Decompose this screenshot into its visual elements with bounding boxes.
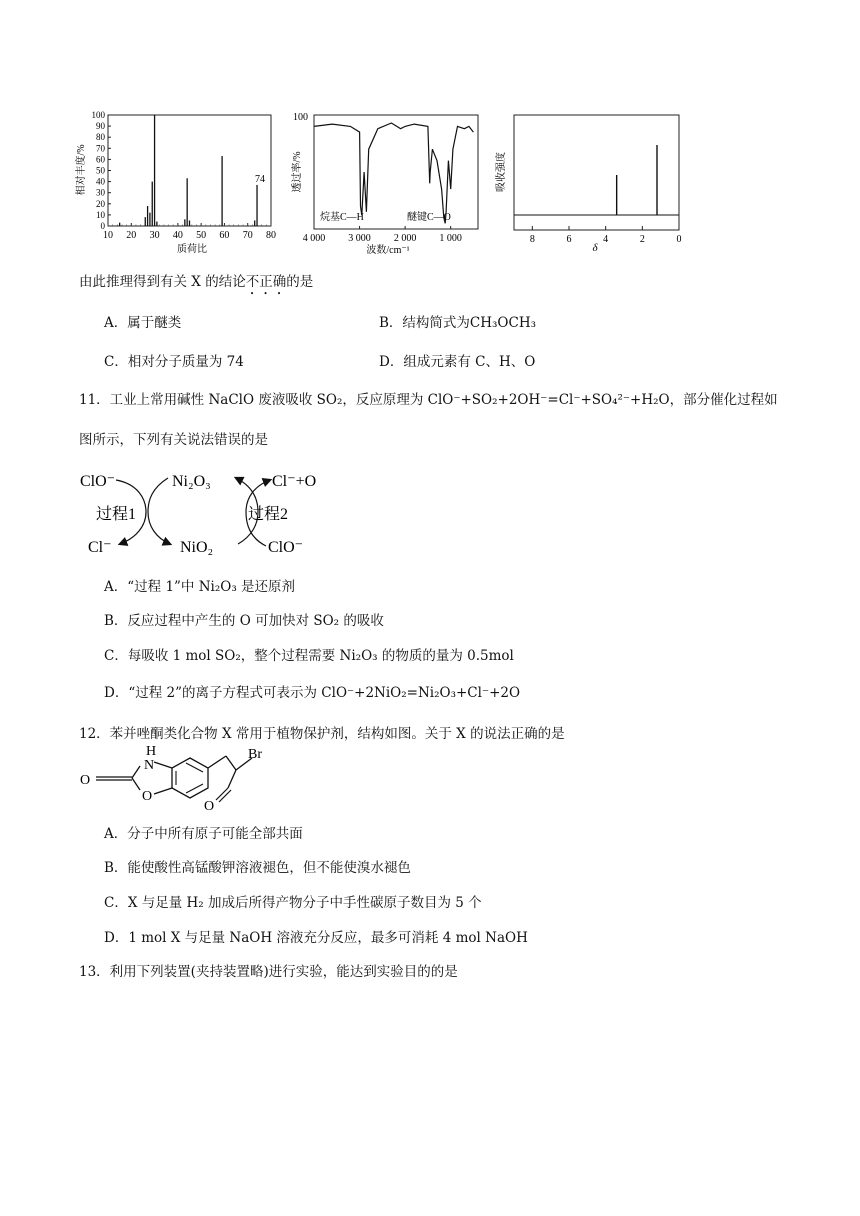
scheme-process1: 过程1 bbox=[96, 506, 137, 523]
scheme-left-top: ClO⁻ bbox=[80, 473, 116, 490]
ir-ylabel: 透过率/% bbox=[292, 151, 303, 193]
ms-ytick-label: 70 bbox=[96, 143, 105, 154]
q11-option-c: C．每吸收 1 mol SO₂，整个过程需要 Ni₂O₃ 的物质的量为 0.5mol bbox=[104, 648, 514, 664]
ir-xtick-label: 1 000 bbox=[439, 233, 462, 244]
atom-o-carbonyl: O bbox=[80, 773, 91, 788]
q12-structure bbox=[76, 742, 276, 814]
ir-xtick-label: 4 000 bbox=[302, 233, 326, 244]
ir-spectrum-chart bbox=[290, 106, 485, 258]
ms-ylabel: 相对丰度/% bbox=[76, 144, 87, 196]
atom-o-aldehyde: O bbox=[204, 799, 215, 814]
ms-xtick-label: 20 bbox=[126, 230, 137, 241]
q10-option-a: A．属于醚类 bbox=[104, 315, 182, 331]
scheme-process2: 过程2 bbox=[248, 506, 289, 523]
ms-xtick-label: 60 bbox=[219, 230, 230, 241]
atom-n: N bbox=[144, 758, 155, 773]
q12-structure-svg bbox=[76, 742, 276, 814]
benzene-ring bbox=[172, 758, 208, 798]
atom-h: H bbox=[146, 744, 157, 759]
ms-ytick-label: 10 bbox=[96, 209, 105, 220]
ms-ytick-label: 30 bbox=[96, 187, 105, 198]
q10-stem-post: 的是 bbox=[286, 274, 314, 290]
q10-stem-emph: 不正确 bbox=[245, 274, 287, 290]
ms-peak-label: 74 bbox=[255, 174, 265, 185]
ms-xtick-label: 80 bbox=[266, 230, 276, 241]
q12-option-c: C．X 与足量 H₂ 加成后所得产物分子中手性碳原子数目为 5 个 bbox=[104, 895, 482, 911]
q10-option-d: D．组成元素有 C、H、O bbox=[379, 354, 536, 370]
q10-option-b-formula: CH₃OCH₃ bbox=[469, 315, 537, 331]
q11-stem-line2: 图所示，下列有关说法错误的是 bbox=[79, 432, 268, 448]
q11-catalysis-scheme bbox=[76, 464, 336, 560]
nmr-ylabel: 吸收强度 bbox=[496, 152, 507, 192]
q11-option-d: D．“过程 2”的离子方程式可表示为 ClO⁻+2NiO₂=Ni₂O₃+Cl⁻+2O bbox=[104, 685, 521, 701]
nmr-xtick-label: 0 bbox=[676, 234, 682, 245]
ms-frame bbox=[108, 115, 271, 226]
ms-ytick-label: 0 bbox=[100, 221, 105, 231]
ms-ytick-label: 90 bbox=[96, 121, 105, 132]
q10-option-b-label: B．结构简式为 bbox=[379, 315, 470, 331]
ms-ytick-label: 100 bbox=[91, 110, 105, 120]
q11-option-a: A．“过程 1”中 Ni₂O₃ 是还原剂 bbox=[104, 579, 296, 595]
ms-ytick-label: 40 bbox=[96, 176, 105, 187]
ms-xtick-label: 70 bbox=[242, 230, 253, 241]
ir-spectrum-svg bbox=[290, 106, 485, 258]
ms-xlabel: 质荷比 bbox=[177, 244, 207, 255]
scheme-center-bottom: NiO₂ bbox=[180, 539, 214, 556]
scheme-arc-left-inner bbox=[148, 478, 170, 544]
q10-stem bbox=[79, 270, 313, 298]
q12-option-b: B．能使酸性高锰酸钾溶液褪色，但不能使溴水褪色 bbox=[104, 860, 411, 876]
q12-option-d: D．1 mol X 与足量 NaOH 溶液充分反应，最多可消耗 4 mol NaOH bbox=[104, 930, 528, 946]
ir-xtick-label: 2 000 bbox=[393, 233, 417, 244]
scheme-center-top: Ni₂O₃ bbox=[172, 473, 211, 490]
ms-ytick-label: 50 bbox=[96, 165, 105, 176]
ir-trace bbox=[314, 123, 473, 223]
ir-xlabel: 波数/cm⁻¹ bbox=[366, 245, 410, 256]
nmr-xtick-label: 8 bbox=[529, 234, 535, 245]
q12-option-a: A．分子中所有原子可能全部共面 bbox=[104, 826, 303, 842]
ms-xtick-label: 40 bbox=[172, 230, 183, 241]
nmr-spectrum-chart bbox=[494, 106, 694, 258]
q11-stem-line1: 11．工业上常用碱性 NaClO 废液吸收 SO₂，反应原理为 ClO⁻+SO₂+2OH⁻=Cl⁻+SO₄²⁻+H₂O，部分催化过程如 bbox=[79, 392, 778, 408]
q11-option-b: B．反应过程中产生的 O 可加快对 SO₂ 的吸收 bbox=[104, 613, 384, 629]
q12-stem: 12．苯并唑酮类化合物 X 常用于植物保护剂，结构如图。关于 X 的说法正确的是 bbox=[79, 726, 565, 742]
scheme-left-bottom: Cl⁻ bbox=[88, 539, 112, 556]
mass-spectrum-svg bbox=[74, 106, 274, 258]
nmr-xtick-label: 6 bbox=[566, 234, 572, 245]
q10-stem-pre: 由此推理得到有关 X 的结论 bbox=[79, 274, 246, 290]
ms-ytick-label: 80 bbox=[96, 132, 105, 143]
q13-stem: 13．利用下列装置(夹持装置略)进行实验，能达到实验目的的是 bbox=[79, 964, 458, 980]
nmr-frame bbox=[514, 115, 679, 230]
q10-option-c: C．相对分子质量为 74 bbox=[104, 354, 244, 370]
ir-xtick-label: 3 000 bbox=[348, 233, 371, 244]
nmr-spectrum-svg bbox=[494, 106, 694, 258]
q10-option-b bbox=[379, 311, 536, 331]
ms-ytick-label: 60 bbox=[96, 154, 105, 165]
scheme-right-bottom: ClO⁻ bbox=[268, 539, 304, 556]
ir-annot-ch: 烷基C—H bbox=[320, 212, 364, 223]
nmr-xtick-label: 4 bbox=[603, 234, 609, 245]
scheme-right-top: Cl⁻+O bbox=[272, 473, 317, 490]
nmr-xtick-label: 2 bbox=[639, 234, 645, 245]
ms-xtick-label: 10 bbox=[103, 230, 113, 241]
ms-ytick-label: 20 bbox=[96, 198, 105, 209]
mass-spectrum-chart bbox=[74, 106, 274, 258]
ir-y-top: 100 bbox=[293, 112, 308, 123]
q11-scheme-svg bbox=[76, 464, 336, 560]
ir-annot-co: 醚键C—O bbox=[407, 212, 451, 223]
atom-br: Br bbox=[248, 747, 262, 762]
atom-o-ring: O bbox=[142, 789, 153, 804]
nmr-xlabel: δ bbox=[592, 242, 598, 254]
ms-xtick-label: 30 bbox=[149, 230, 160, 241]
ms-xtick-label: 50 bbox=[196, 230, 207, 241]
